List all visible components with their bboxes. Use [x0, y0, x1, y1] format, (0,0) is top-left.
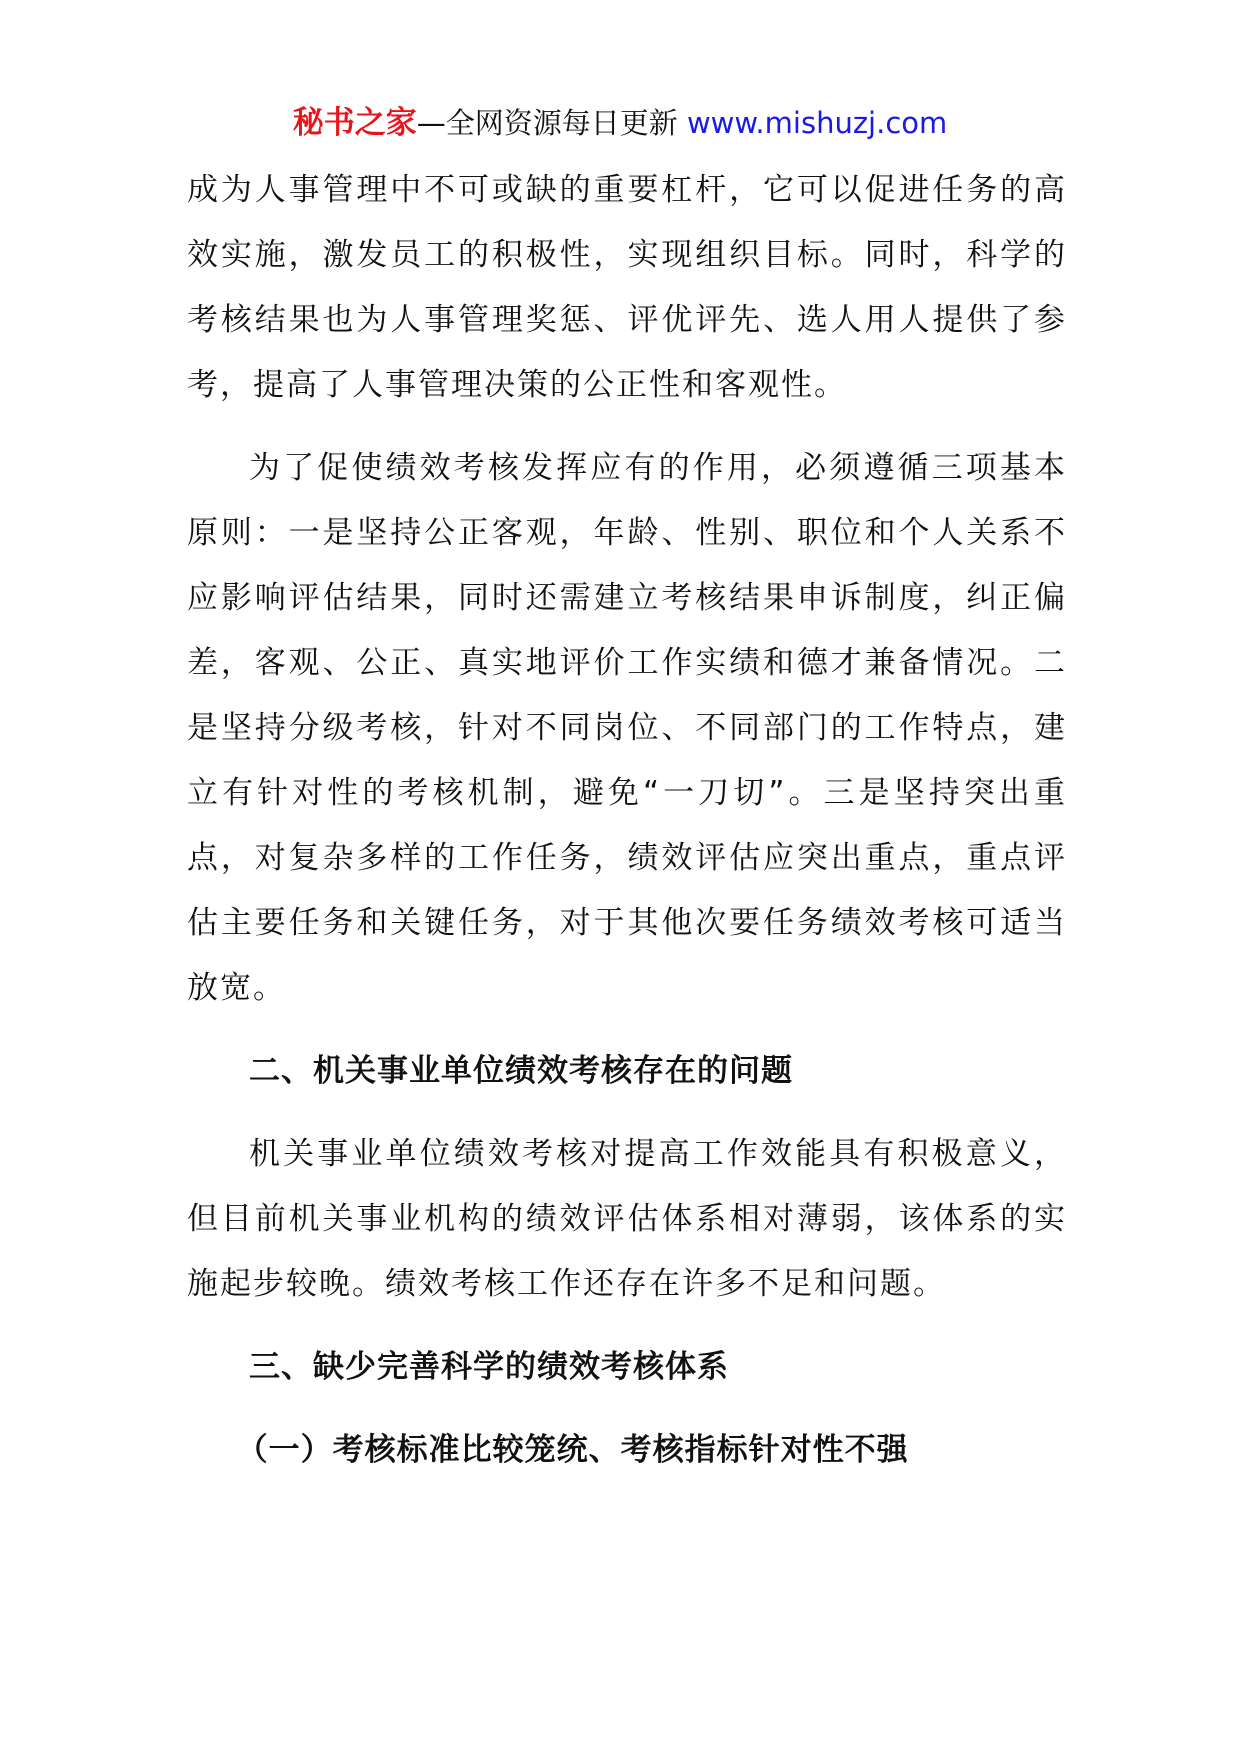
paragraph-principles: 为了促使绩效考核发挥应有的作用，必须遵循三项基本原则：一是坚持公正客观，年龄、性别、职位和个人关系不应影响评估结果，同时还需建立考核结果申诉制度，纠正偏差，客观、公正、真实地评价工作实绩和德才兼备情况。二是坚持分级考核，针对不同岗位、不同部门的工作特点，建立有针对性的考核机制，避免“一刀切”。三是坚持突出重点，对复杂多样的工作任务，绩效评估应突出重点，重点评估主要任务和关键任务，对于其他次要任务绩效考核可适当放宽。 — [187, 450, 1067, 1006]
page-header — [0, 100, 1240, 146]
paragraph-problems: 机关事业单位绩效考核对提高工作效能具有积极意义，但目前机关事业机构的绩效评估体系相对薄弱，该体系的实施起步较晚。绩效考核工作还存在许多不足和问题。 — [187, 1136, 1067, 1302]
header-slogan: —全网资源每日更新 — [416, 106, 687, 140]
site-url[interactable]: www.mishuzj.com — [686, 106, 948, 140]
subsection-heading-1: （一）考核标准比较笼统、考核指标针对性不强 — [236, 1432, 909, 1468]
document-body — [187, 158, 1067, 1483]
section-heading-3: 三、缺少完善科学的绩效考核体系 — [249, 1349, 729, 1385]
brand-name: 秘书之家 — [292, 105, 417, 141]
paragraph-continued: 成为人事管理中不可或缺的重要杠杆，它可以促进任务的高效实施，激发员工的积极性，实现组织目标。同时，科学的考核结果也为人事管理奖惩、评优评先、选人用人提供了参考，提高了人事管理决策的公正性和客观性。 — [187, 172, 1067, 403]
section-heading-2: 二、机关事业单位绩效考核存在的问题 — [249, 1053, 793, 1089]
